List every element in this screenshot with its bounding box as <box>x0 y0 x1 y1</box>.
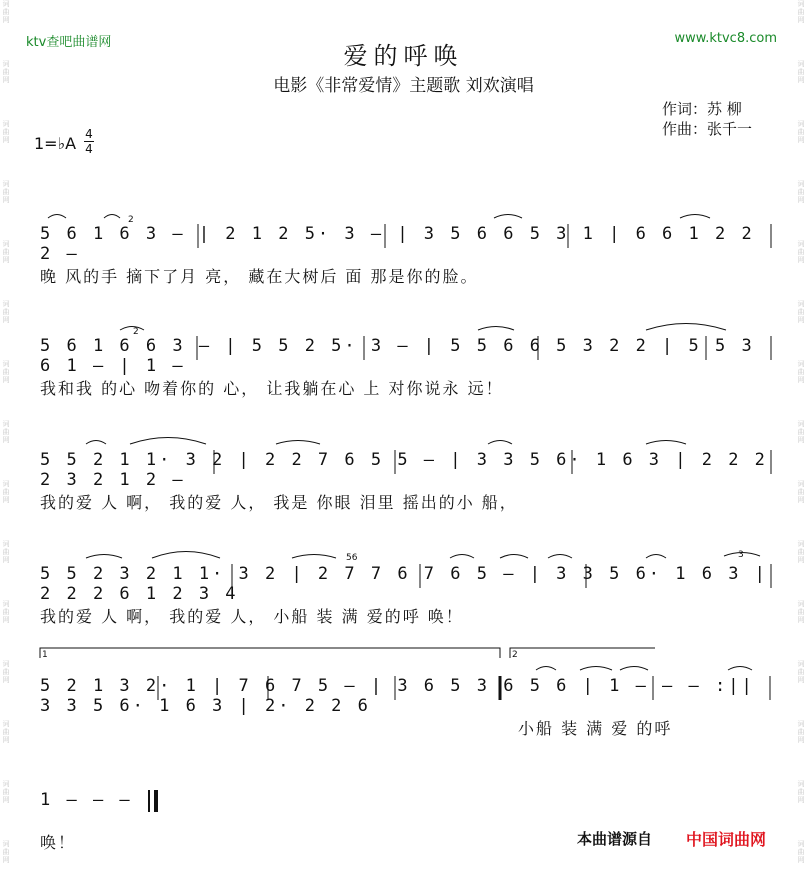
meter-bottom: 4 <box>85 142 93 156</box>
tie-arc <box>478 327 514 331</box>
tie-arc <box>120 327 144 331</box>
tie-arc <box>48 215 66 219</box>
watermark-stamp: 词曲网 <box>797 360 805 384</box>
watermark-stamp: 词曲网 <box>797 60 805 84</box>
lyrics-line-1: 晚 风的手 摘下了月 亮， 藏在大树后 面 那是你的脸。 <box>40 267 479 286</box>
final-barline <box>148 790 159 812</box>
watermark-stamp: 词曲网 <box>2 720 10 744</box>
notes-line-1: 5 6 1 6 3 – | 2 1 2 5· 3 – | 3 5 6 6 5 3 1 | 6 6 1 2 2 2 – <box>40 224 755 264</box>
watermark-stamp: 词曲网 <box>2 180 10 204</box>
watermark-stamp: 词曲网 <box>2 360 10 384</box>
watermark-stamp: 词曲网 <box>2 120 10 144</box>
watermark-stamp: 词曲网 <box>797 720 805 744</box>
grace-note-1: 2 <box>128 215 134 225</box>
site-url-right[interactable]: www.ktvc8.com <box>674 31 777 46</box>
watermark-stamp: 词曲网 <box>2 780 10 804</box>
watermark-stamp: 词曲网 <box>2 660 10 684</box>
meter-top: 4 <box>85 127 93 141</box>
song-subtitle: 电影《非常爱情》主题歌 刘欢演唱 <box>273 76 534 96</box>
tie-arc <box>680 215 710 219</box>
tie-arc <box>86 555 122 559</box>
watermark-stamp: 词曲网 <box>797 240 805 264</box>
source-site-link[interactable]: 中国词曲网 <box>686 830 767 849</box>
watermark-stamp: 词曲网 <box>797 420 805 444</box>
tie-arc <box>494 215 522 219</box>
tie-arc <box>104 215 120 219</box>
watermark-stamp: 词曲网 <box>797 480 805 504</box>
key-signature: 1=♭A <box>34 134 77 153</box>
watermark-stamp: 词曲网 <box>797 0 805 24</box>
grace-note-3: 56 <box>346 553 358 563</box>
notes-line-6: 1 – – – <box>40 790 133 810</box>
tie-arc <box>728 667 752 671</box>
triplet-mark: 3 <box>738 550 744 560</box>
watermark-stamp: 词曲网 <box>797 600 805 624</box>
watermark-stamp: 词曲网 <box>2 300 10 324</box>
tie-arc <box>548 555 572 559</box>
notes-line-4: 5 5 2 3 2 1 1· 3 2 | 2 7 7 6 7 6 5 – | 3 3 5 6· 1 6 3 | 2 2 2 6 1 2 3 4 <box>40 564 768 604</box>
grace-note-2: 2 <box>133 327 139 337</box>
volta-bracket-2 <box>510 648 655 658</box>
watermark-stamp: 词曲网 <box>2 840 10 864</box>
lyrics-line-5: 小船 装 满 爱 的呼 <box>518 719 673 738</box>
tie-arc <box>276 441 320 445</box>
watermark-stamp: 词曲网 <box>2 60 10 84</box>
tie-arc <box>646 441 686 445</box>
volta-bracket-1 <box>40 648 500 658</box>
tie-arc <box>488 441 512 445</box>
right-watermark-strip <box>795 0 807 876</box>
site-name-left[interactable]: ktv查吧曲谱网 <box>26 35 112 50</box>
tie-arc <box>620 667 648 671</box>
watermark-stamp: 词曲网 <box>797 780 805 804</box>
tie-arc <box>580 667 612 671</box>
tie-arc <box>152 552 220 559</box>
tie-arc <box>292 555 336 559</box>
volta-1-label: 1 <box>42 650 48 660</box>
notes-line-3: 5 5 2 1 1· 3 2 | 2 2 7 6 5 5 – | 3 3 5 6· 1 6 3 | 2 2 2 2 3 2 1 2 – <box>40 450 768 490</box>
source-label: 本曲谱源自 <box>577 830 653 848</box>
tie-arc <box>86 441 106 445</box>
lyrics-line-3: 我的爱 人 啊， 我的爱 人， 我是 你眼 泪里 摇出的小 船， <box>40 493 518 512</box>
tie-arc <box>646 324 726 331</box>
lyrics-line-2: 我和我 的心 吻着你的 心， 让我躺在心 上 对你说永 远！ <box>40 379 504 398</box>
song-title: 爱的呼唤 <box>343 42 464 70</box>
watermark-stamp: 词曲网 <box>797 840 805 864</box>
notes-line-2: 5 6 1 6 6 3 – | 5 5 2 5· 3 – | 5 5 6 6 5 3 2 2 | 5 5 3 6 1 – | 1 – <box>40 336 755 376</box>
watermark-stamp: 词曲网 <box>2 600 10 624</box>
tie-arc <box>450 555 474 559</box>
composer-credit: 作曲：张千一 <box>662 120 753 138</box>
lyricist-credit: 作词：苏 柳 <box>662 100 742 118</box>
watermark-stamp: 词曲网 <box>797 180 805 204</box>
time-signature <box>84 128 94 155</box>
tie-arc <box>646 555 666 559</box>
watermark-stamp: 词曲网 <box>797 540 805 564</box>
watermark-stamp: 词曲网 <box>797 300 805 324</box>
volta-2-label: 2 <box>512 650 518 660</box>
notes-line-5: 5 2 1 3 2· 1 | 7 6 7 5 – | 3 6 5 3 6 5 6 | 1 – – – :|| 3 3 5 6· 1 6 3 | 2· 2 2 6 <box>40 676 755 716</box>
tie-arc <box>130 438 206 445</box>
left-watermark-strip <box>0 0 12 876</box>
watermark-stamp: 词曲网 <box>2 240 10 264</box>
lyrics-line-6: 唤！ <box>40 833 77 852</box>
watermark-stamp: 词曲网 <box>2 540 10 564</box>
watermark-stamp: 词曲网 <box>2 420 10 444</box>
tie-arc <box>500 555 528 559</box>
lyrics-line-4: 我的爱 人 啊， 我的爱 人， 小船 装 满 爱的呼 唤！ <box>40 607 464 626</box>
watermark-stamp: 词曲网 <box>797 660 805 684</box>
watermark-stamp: 词曲网 <box>2 0 10 24</box>
watermark-stamp: 词曲网 <box>2 480 10 504</box>
tie-arc <box>536 667 556 671</box>
watermark-stamp: 词曲网 <box>797 120 805 144</box>
